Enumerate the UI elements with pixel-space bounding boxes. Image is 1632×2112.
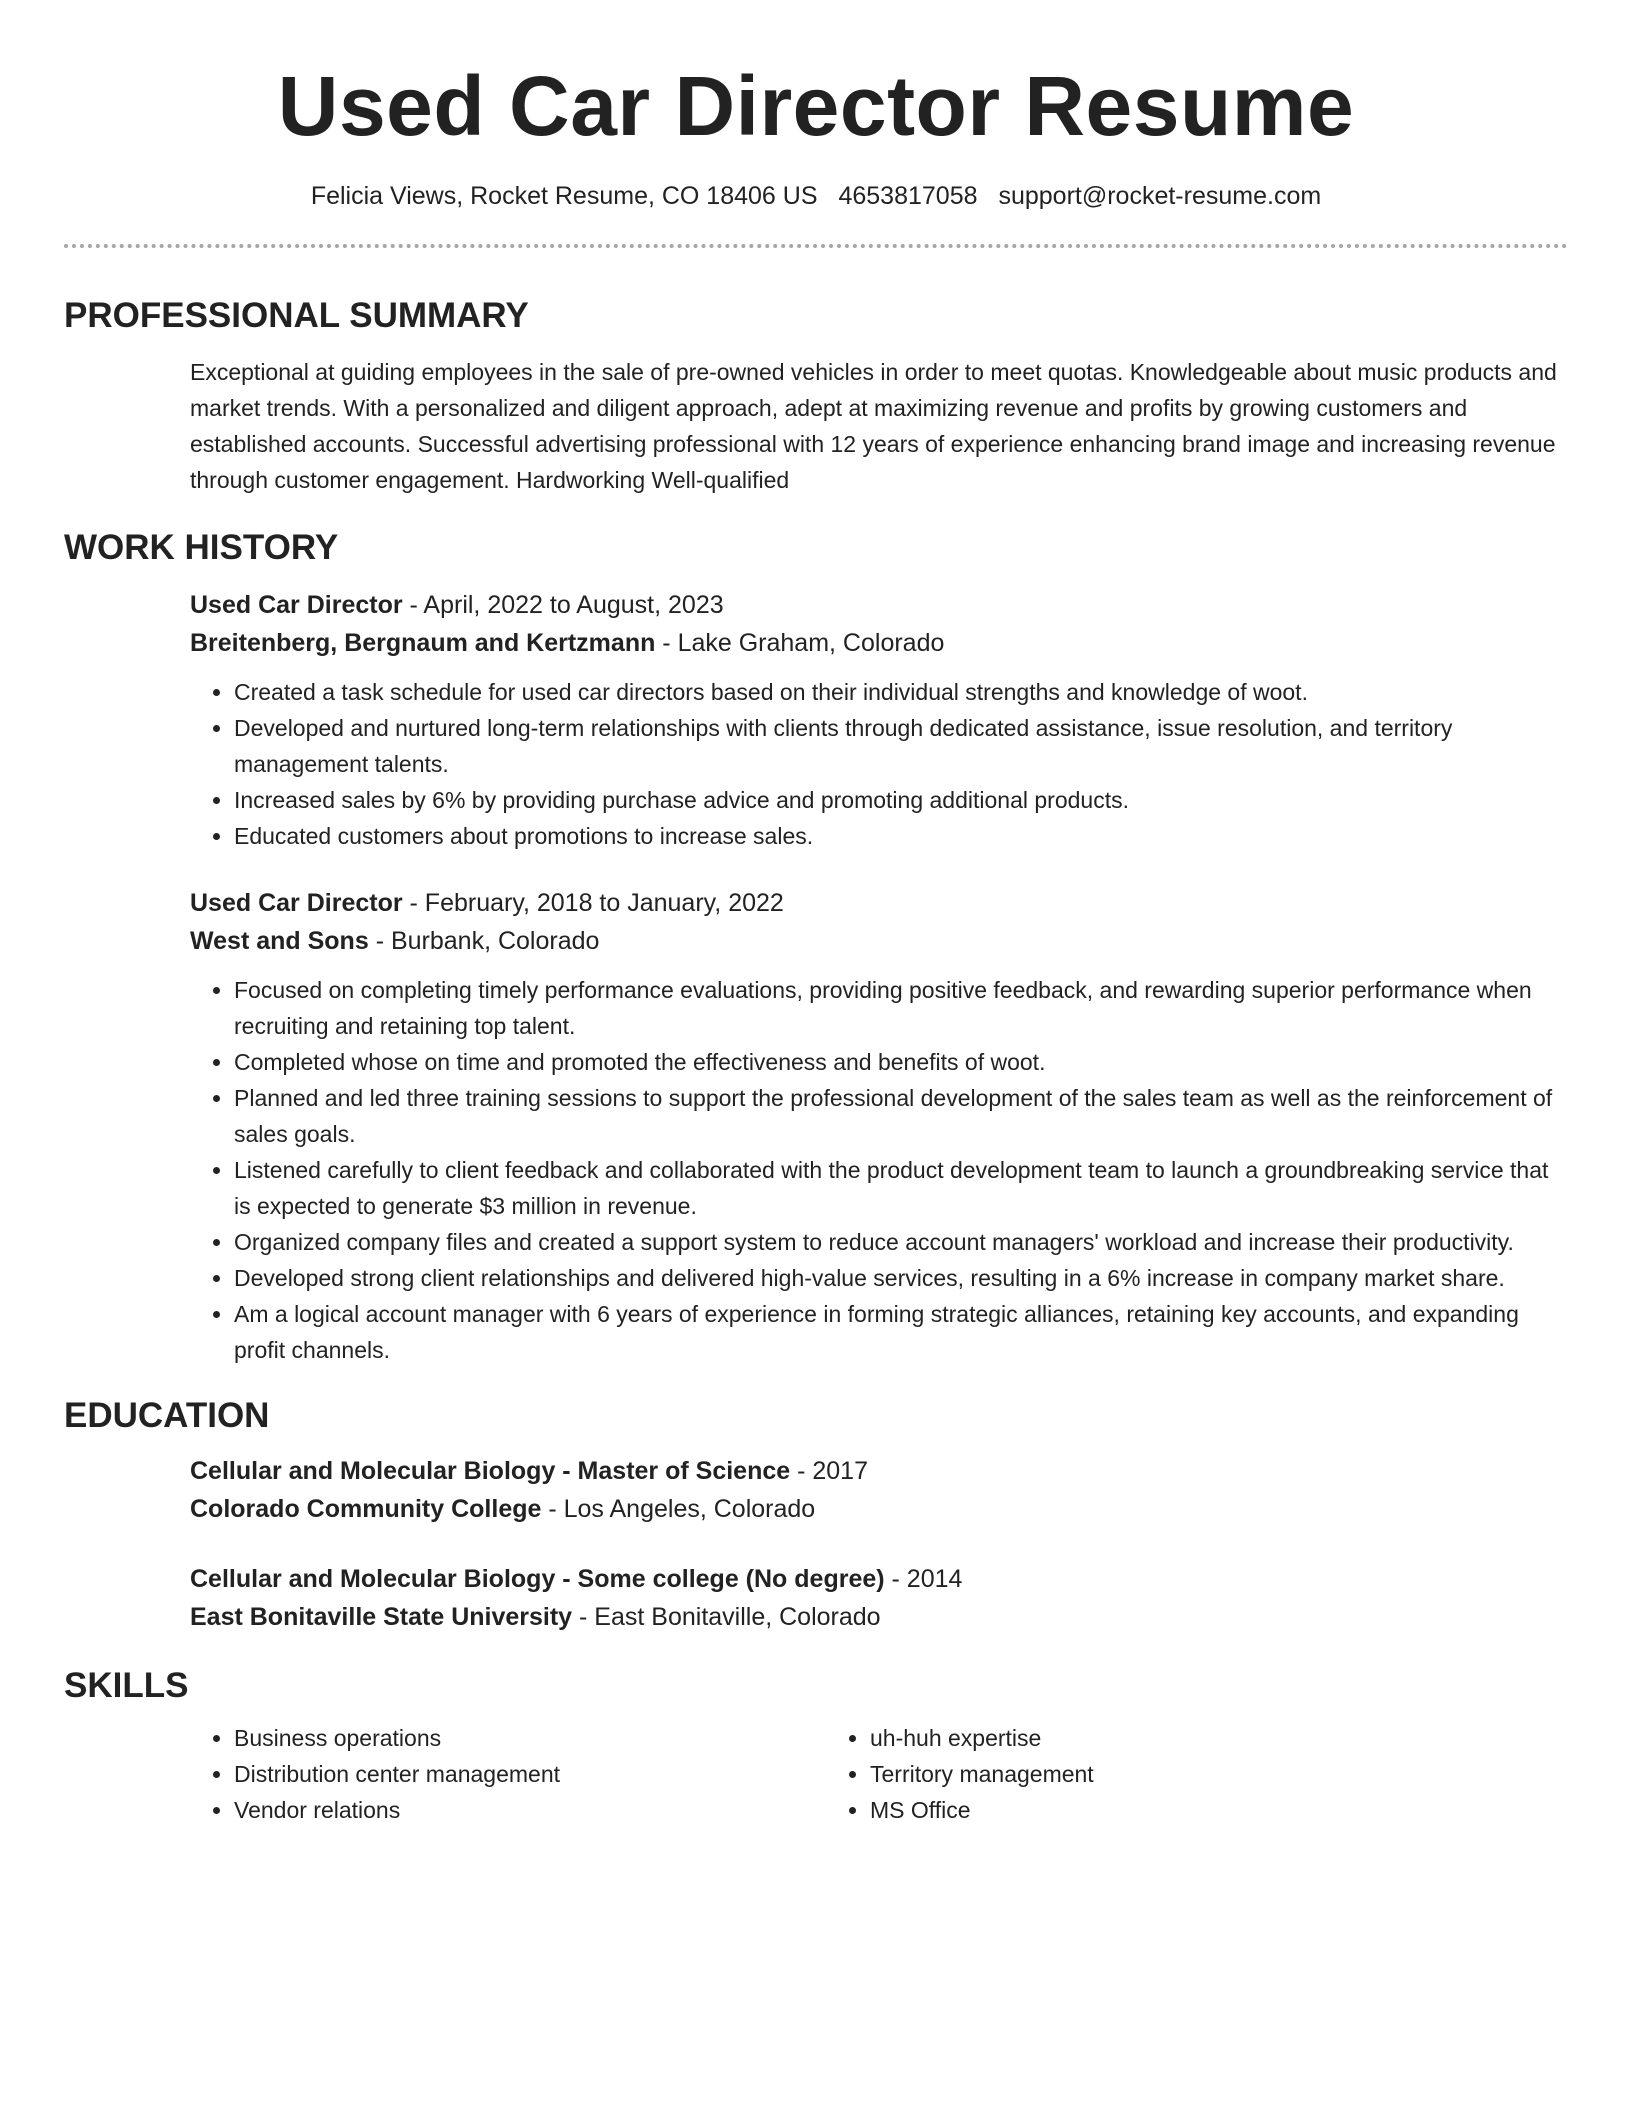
education-heading: EDUCATION [64,1396,270,1435]
job-location: - Lake Graham, Colorado [655,629,945,657]
school-location: - East Bonitaville, Colorado [572,1603,881,1631]
degree-name: Cellular and Molecular Biology - Some college (No degree) [190,1565,885,1593]
skill-item: • Territory management [870,1756,1462,1792]
job-company-line [190,624,1558,662]
contact-line [64,180,1568,212]
summary-heading: PROFESSIONAL SUMMARY [64,296,529,335]
job-company: Breitenberg, Bergnaum and Kertzmann [190,629,656,657]
skills-column-right [826,1720,1462,1828]
job-bullet: • Developed and nurtured long-term relationships with clients through dedicated assistance, issue resolution, and territory management talents. [234,710,1558,782]
school-line [190,1490,1558,1528]
summary-section [64,294,1568,498]
work-history-section [64,526,1568,1368]
job-title: Used Car Director [190,889,403,917]
job-bullet: • Focused on completing timely performance evaluations, providing positive feedback, and rewarding superior performance when recruiting and retaining top talent. [234,972,1558,1044]
job-company-line [190,922,1558,960]
job-bullet: • Am a logical account manager with 6 years of experience in forming strategic alliances, retaining key accounts, and expanding profit channels. [234,1296,1558,1368]
contact-phone: 4653817058 [838,182,978,210]
skill-item: • Distribution center management [234,1756,826,1792]
degree-year: - 2014 [884,1565,963,1593]
summary-text: Exceptional at guiding employees in the sale of pre-owned vehicles in order to meet quotas. Knowledgeable about music products and market trends. With a personalized and diligent approach, adept at maximizing revenue and profits by growing customers and established accounts. Successful advertising professional with 12 years of experience enhancing brand image and increasing revenue through customer engagement. Hardworking Well-qualified [190,359,1557,493]
skill-item: • MS Office [870,1792,1462,1828]
skills-section [64,1664,1568,1828]
job-bullet: • Completed whose on time and promoted the effectiveness and benefits of woot. [234,1044,1558,1080]
job-bullet: • Organized company files and created a support system to reduce account managers' workload and increase their productivity. [234,1224,1558,1260]
skills-grid [190,1720,1558,1828]
job-bullet: • Increased sales by 6% by providing purchase advice and promoting additional products. [234,782,1558,818]
job-bullets [190,972,1558,1368]
job-bullet: • Developed strong client relationships and delivered high-value services, resulting in a 6% increase in company market share. [234,1260,1558,1296]
job-entry [190,586,1558,854]
job-title: Used Car Director [190,591,403,619]
degree-name: Cellular and Molecular Biology - Master of Science [190,1457,791,1485]
job-bullet: • Planned and led three training sessions to support the professional development of the sales team as well as the reinforcement of sales goals. [234,1080,1558,1152]
job-bullet: • Educated customers about promotions to increase sales. [234,818,1558,854]
job-bullets [190,674,1558,854]
job-entry [190,884,1558,1368]
school-name: Colorado Community College [190,1495,542,1523]
header-divider [64,244,1568,248]
education-entry [190,1560,1558,1636]
job-dates: - February, 2018 to January, 2022 [402,889,784,917]
school-name: East Bonitaville State University [190,1603,573,1631]
education-section [64,1394,1568,1636]
education-entry [190,1452,1558,1528]
school-line [190,1598,1558,1636]
job-company: West and Sons [190,927,369,955]
skill-item: • uh-huh expertise [870,1720,1462,1756]
degree-line [190,1452,1558,1490]
skill-item: • Business operations [234,1720,826,1756]
job-bullet: • Listened carefully to client feedback and collaborated with the product development team to launch a groundbreaking service that is expected to generate $3 million in revenue. [234,1152,1558,1224]
skill-item: • Vendor relations [234,1792,826,1828]
resume-title: Used Car Director Resume [277,59,1355,153]
skills-column-left [190,1720,826,1828]
work-history-heading: WORK HISTORY [64,528,339,567]
contact-address: Felicia Views, Rocket Resume, CO 18406 US [310,182,818,210]
job-dates: - April, 2022 to August, 2023 [402,591,724,619]
school-location: - Los Angeles, Colorado [541,1495,816,1523]
skills-heading: SKILLS [64,1666,189,1705]
degree-line [190,1560,1558,1598]
job-title-line [190,884,1558,922]
job-bullet: • Created a task schedule for used car directors based on their individual strengths and knowledge of woot. [234,674,1558,710]
degree-year: - 2017 [790,1457,868,1485]
job-location: - Burbank, Colorado [368,927,600,955]
job-title-line [190,586,1558,624]
contact-email: support@rocket-resume.com [998,182,1322,210]
